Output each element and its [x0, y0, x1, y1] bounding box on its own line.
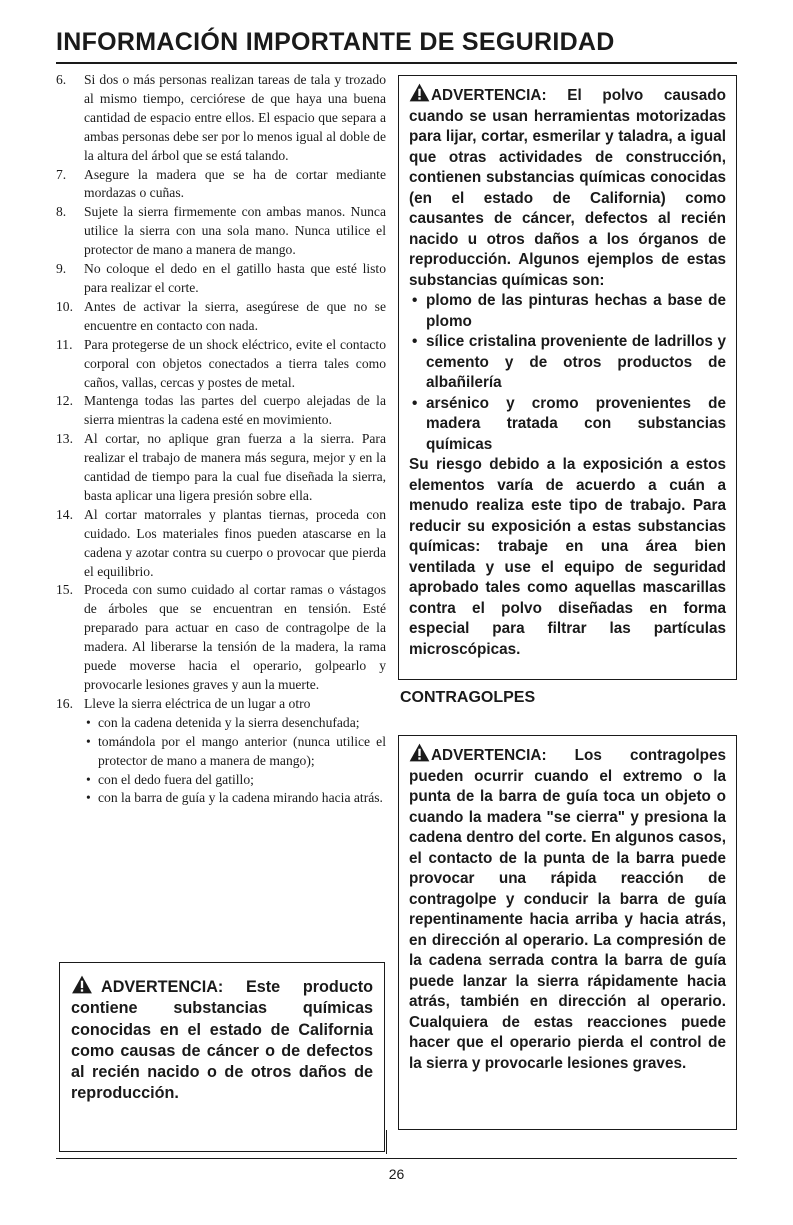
item-number: 14. [56, 506, 73, 522]
dust-warning-intro: ADVERTENCIA: El polvo causado cuando se usan herramientas motorizadas para lijar, cortar, esmerilar y taladra, a igual que otras actividades de construcción, contienen substancias químicas conocidas (en el estado de California) como causantes de cáncer, defectos al recién nacido u otros daños a los órganos de reproducción. Algunos ejemplos de estas substancias químicas son: [409, 87, 726, 289]
item-text: Mantenga todas las partes del cuerpo alejadas de la sierra mientras la cadena esté en movimiento. [84, 393, 386, 428]
list-item [56, 260, 386, 298]
bullet-item: • con la cadena detenida y la sierra desenchufada; [84, 714, 386, 733]
list-item [56, 336, 386, 393]
warning-icon [71, 975, 93, 994]
california-warning-box [59, 962, 385, 1152]
column-divider [386, 1130, 387, 1154]
list-item [56, 298, 386, 336]
item-text: Lleve la sierra eléctrica de un lugar a otro [84, 695, 311, 711]
kickback-warning-text: ADVERTENCIA: Los contragolpes pueden ocurrir cuando el extremo o la punta de la barra de guía toca un objeto o cuando la madera "se cierra" y presiona la cadena dentro del corte. En algunos casos, el contacto de la punta de la barra puede provocar una rápida reacción de contragolpe y conducir la barra de guía repentinamente hacia arriba y hacia atrás, en dirección al operario. La compresión de la cadena serrada contra la barra de guía puede lanzar la sierra rápidamente hacia atrás, también en dirección al operario. Cualquiera de estas reacciones puede hacer que el operario pierda el control de la sierra y provocarle lesiones graves. [409, 747, 726, 1072]
item-text: Para protegerse de un shock eléctrico, evite el contacto corporal con objetos conectados a tierra tales como caños, vallas, cercas y postes de metal. [84, 336, 386, 390]
california-warning-text: ADVERTENCIA: Este producto contiene substancias químicas conocidas en el estado de California como causas de cáncer o de defectos al recién nacido o de otros daños de reproducción. [71, 978, 373, 1103]
item-text: Al cortar, no aplique gran fuerza a la sierra. Para realizar el trabajo de manera más segura, mejor y en la cantidad de tiempo para la cual fue diseñada la sierra, basta aplicar una ligera presión sobre ella. [84, 431, 386, 503]
item-number: 13. [56, 431, 73, 447]
item-number: 10. [56, 298, 73, 314]
bullet-item: • sílice cristalina proveniente de ladrillos y cemento y de otros productos de albañilería [409, 332, 726, 394]
item-number: 15. [56, 582, 73, 598]
item-number: 16. [56, 695, 73, 711]
warning-icon [409, 743, 430, 762]
dust-warning-box [398, 75, 737, 680]
list-item [56, 430, 386, 506]
list-item [56, 71, 386, 166]
list-item [56, 166, 386, 204]
item-number: 11. [56, 336, 73, 352]
item-text: Asegure la madera que se ha de cortar mediante mordazas o cuñas. [84, 166, 386, 201]
bullet-item: • con el dedo fuera del gatillo; [84, 771, 386, 790]
bullet-item: • arsénico y cromo provenientes de madera tratada con substancias químicas [409, 394, 726, 456]
list-item [56, 506, 386, 582]
item-text: Antes de activar la sierra, asegúrese de que no se encuentre en contacto con nada. [84, 298, 386, 333]
list-item [56, 203, 386, 260]
item-number: 9. [56, 261, 67, 277]
page-title: INFORMACIÓN IMPORTANTE DE SEGURIDAD [56, 28, 615, 56]
item-number: 6. [56, 72, 67, 87]
footer-rule [56, 1158, 737, 1159]
section-heading-kickback: CONTRAGOLPES [400, 689, 536, 706]
list-item [56, 695, 386, 808]
item-text: Sujete la sierra firmemente con ambas manos. Nunca utilice la sierra con una sola mano. Nunca utilice el protector de mano a manera de mango. [84, 204, 386, 258]
dust-warning-outro: Su riesgo debido a la exposición a estos elementos varía de acuerdo a cuán a menudo realiza este tipo de trabajo. Para reducir su exposición a estas substancias químicas: trabaje en una área bien ventilada y use el equipo de seguridad aprobado tales como aquellas mascarillas contra el polvo diseñadas en forma especial para filtrar las partículas microscópicas. [409, 456, 726, 658]
item-text: Proceda con sumo cuidado al cortar ramas o vástagos de árboles que se encuentran en tensión. Esté preparado para actuar en caso de contragolpe de la madera. Al liberarse la tensión de la madera, la rama puede moverse hacia el operario, golpearlo y provocarle lesiones graves y aun la muerte. [84, 582, 386, 692]
title-rule [56, 62, 737, 64]
kickback-warning-box [398, 735, 737, 1130]
item-number: 12. [56, 393, 73, 409]
item-number: 7. [56, 166, 67, 182]
item-text: Al cortar matorrales y plantas tiernas, proceda con cuidado. Los materiales finos pueden atascarse en la cadena y azotar contra su cuerpo o provocar que pierda el equilibrio. [84, 506, 386, 579]
item-text: No coloque el dedo en el gatillo hasta que esté listo para realizar el corte. [84, 261, 386, 295]
warning-icon [409, 83, 430, 102]
list-item [56, 392, 386, 430]
left-column [56, 71, 386, 808]
bullet-item: • con la barra de guía y la cadena mirando hacia atrás. [84, 789, 386, 808]
item-number: 8. [56, 204, 67, 220]
bullet-item: • plomo de las pinturas hechas a base de plomo [409, 291, 726, 332]
page-number: 26 [388, 1166, 405, 1182]
item-text: Si dos o más personas realizan tareas de tala y trozado al mismo tiempo, cerciórese de que haya una buena cantidad de espacio entre ellos. El espacio que separa a ambas personas debe ser por lo menos igual al doble de la altura del árbol que se está talando. [84, 72, 386, 163]
bullet-item: • tomándola por el mango anterior (nunca utilice el protector de mano a manera de mango); [84, 733, 386, 771]
list-item [56, 581, 386, 694]
dust-warning-list [409, 291, 726, 455]
safety-list [56, 71, 386, 808]
carry-bullets [84, 714, 386, 809]
